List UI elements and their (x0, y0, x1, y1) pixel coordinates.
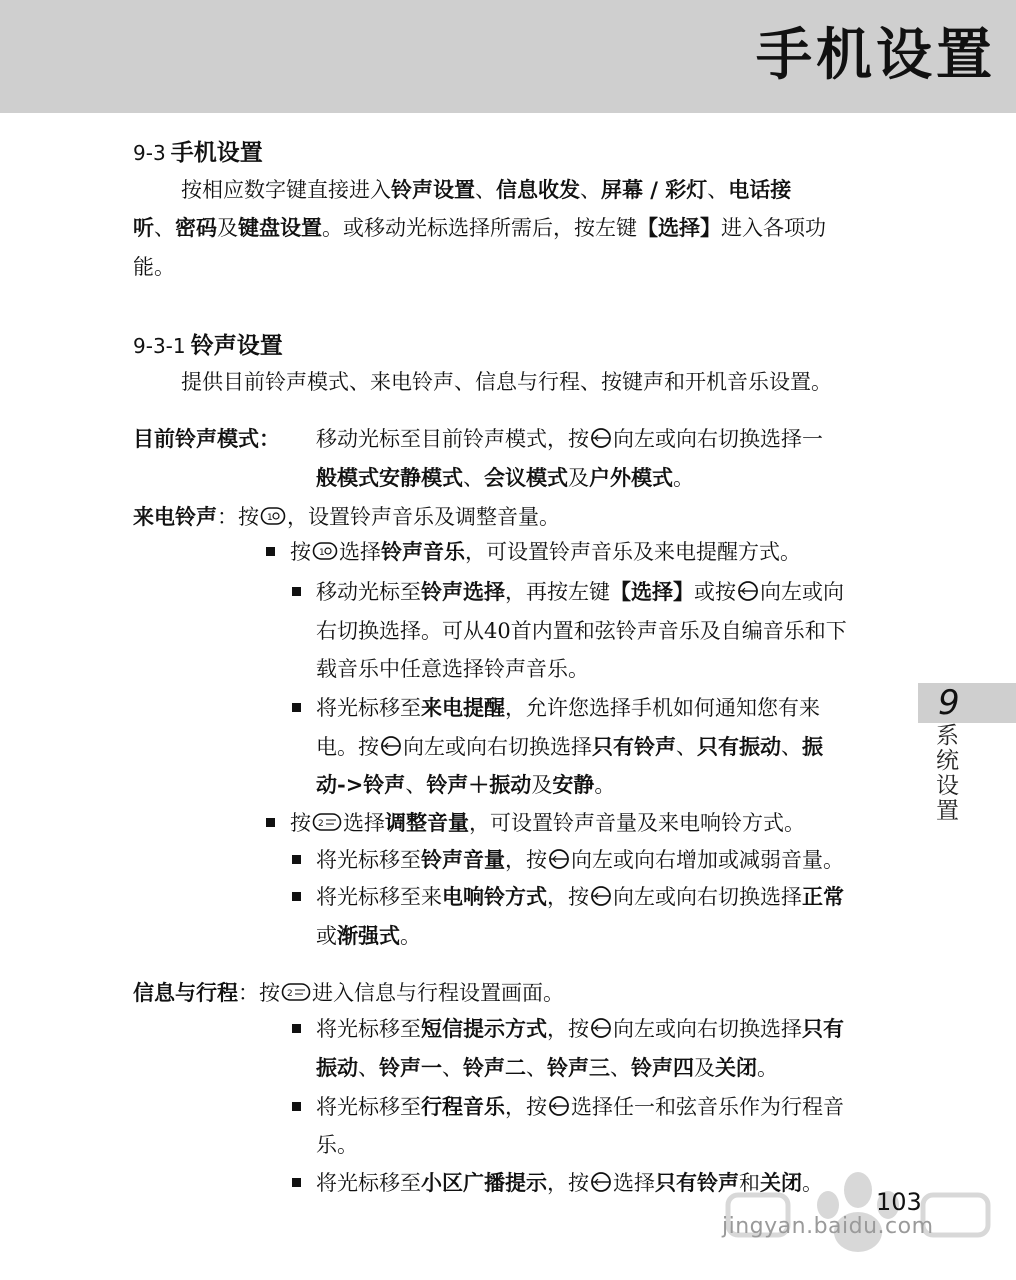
bold-term: 听 (133, 215, 154, 240)
bold-term: 铃声二 (463, 1055, 526, 1080)
navigation-key-icon (590, 427, 612, 449)
text: 进入各项功 (721, 216, 826, 240)
text: 、 (405, 773, 427, 797)
bullet-icon (292, 1178, 301, 1187)
text: 将光标移至 (316, 1017, 421, 1041)
bullet-icon (266, 547, 275, 556)
chapter-tab (918, 683, 1016, 723)
subsection-heading-number: 9-3-1 (133, 334, 186, 358)
bold-term: 铃声三 (547, 1055, 610, 1080)
bullet-icon (292, 1102, 301, 1111)
text: 向左或向右切换选择 (613, 885, 802, 909)
mode-line-2 (316, 464, 694, 492)
text: 、 (475, 178, 496, 202)
subsection-heading (133, 327, 283, 360)
bold-term: 来电提醒 (421, 695, 505, 720)
text: 、 (526, 1056, 547, 1080)
bold-term: 会议模式 (484, 465, 568, 490)
incoming-sub-3 (316, 846, 844, 874)
page-header-title: 手机设置 (756, 23, 996, 88)
text: 向左或向 (760, 580, 844, 604)
text: ，再按左键 (505, 580, 610, 604)
bold-term: 铃声音乐 (381, 539, 465, 564)
text: ，按 (547, 1171, 589, 1195)
text: 。 (802, 1171, 823, 1195)
bold-term: 铃声音量 (421, 847, 505, 872)
info-line (133, 979, 564, 1007)
incoming-sub-1-line-1 (316, 578, 844, 606)
text: 选择 (613, 1171, 655, 1195)
navigation-key-icon (380, 735, 402, 757)
info-sub-2-line-1 (316, 1093, 844, 1121)
text: 选择任一和弦音乐作为行程音 (571, 1095, 844, 1119)
text: 、 (676, 735, 697, 759)
subsection-intro: 提供目前铃声模式、来电铃声、信息与行程、按键声和开机音乐设置。 (181, 370, 832, 394)
text: ，按 (505, 1095, 547, 1119)
bullet-icon (292, 892, 301, 901)
incoming-sub-2-line-2 (316, 733, 823, 761)
bold-term: 关闭 (760, 1170, 802, 1195)
svg-text:1: 1 (267, 513, 273, 523)
text: 及 (531, 773, 553, 797)
info-sub-2-line-2: 乐。 (316, 1133, 358, 1157)
text: 将光标移至 (316, 1171, 421, 1195)
bold-term: 只有铃声 (655, 1170, 739, 1195)
bold-term: 行程音乐 (421, 1094, 505, 1119)
text: 选择 (339, 540, 381, 564)
text: ：按 (238, 981, 280, 1005)
page-number: 103 (876, 1188, 922, 1216)
text: 、 (610, 1056, 631, 1080)
watermark-logo-icon (708, 1150, 1008, 1270)
section-intro-line-3: 能。 (133, 255, 175, 279)
mode-line-1 (316, 425, 823, 453)
bold-term: 电话接 (728, 177, 792, 202)
bold-label: 目前铃声模式： (133, 426, 280, 451)
text: ，设置铃声音乐及调整音量。 (287, 505, 560, 529)
text: 及 (694, 1056, 715, 1080)
navigation-key-icon (590, 1017, 612, 1039)
text: 按 (290, 540, 311, 564)
incoming-sub-4-line-2 (316, 922, 421, 950)
navigation-key-icon (590, 1171, 612, 1193)
section-heading (133, 134, 263, 167)
text: 移动光标至目前铃声模式，按 (316, 427, 589, 451)
incoming-sub-2-line-1 (316, 694, 820, 722)
text: 将光标移至 (316, 848, 421, 872)
text: 按相应数字键直接进入 (181, 178, 391, 202)
bullet-icon (292, 1024, 301, 1033)
bold-term: 安静 (552, 772, 595, 797)
bold-term: 信息收发 (496, 177, 580, 202)
bold-term: 正常 (802, 884, 844, 909)
text: ，按 (547, 885, 589, 909)
text: 。 (594, 773, 616, 797)
incoming-item-1 (290, 538, 801, 566)
section-heading-text: 手机设置 (170, 140, 263, 166)
bold-term: 密码 (175, 215, 217, 240)
incoming-item-2 (290, 809, 805, 837)
text: 、 (358, 1056, 379, 1080)
key-1-icon (312, 540, 338, 562)
chapter-label: 系统设置 (936, 723, 959, 824)
text: 和 (739, 1171, 760, 1195)
text: 向左或向右增加或减弱音量。 (571, 848, 844, 872)
bold-term: 般模式 (316, 465, 379, 490)
text: 向左或向右切换选择 (403, 735, 592, 759)
bold-term: 安静模式 (379, 465, 463, 490)
bold-term: 屏幕 / 彩灯 (601, 177, 708, 202)
section-heading-number: 9-3 (133, 141, 166, 165)
bold-term: 关闭 (715, 1055, 757, 1080)
text: ，可设置铃声音量及来电响铃方式。 (469, 811, 805, 835)
text: ，允许您选择手机如何通知您有来 (505, 696, 820, 720)
bold-term: 只有铃声 (592, 734, 676, 759)
key-2-icon (281, 981, 311, 1003)
key-2-icon (312, 811, 342, 833)
text: 及 (217, 216, 238, 240)
bold-term: 电响铃方式 (442, 884, 547, 909)
text: ，可设置铃声音乐及来电提醒方式。 (465, 540, 801, 564)
bold-term: 铃声设置 (391, 177, 475, 202)
bold-term: 短信提示方式 (421, 1016, 547, 1041)
bold-term: 铃声＋振动 (426, 772, 532, 797)
text: 。 (400, 924, 421, 948)
text: 向左或向右切换选择一 (613, 427, 823, 451)
bullet-icon (266, 818, 275, 827)
bold-term: 只有 (802, 1016, 844, 1041)
bold-term: 【选择】 (637, 215, 721, 240)
svg-text:2: 2 (287, 989, 293, 999)
bold-term: 振 (802, 734, 823, 759)
section-intro-line-1 (181, 176, 791, 204)
incoming-sub-1-line-3: 载音乐中任意选择铃声音乐。 (316, 657, 589, 681)
bold-term: 键盘设置 (238, 215, 322, 240)
watermark-text: jingyan.baidu.com (722, 1214, 934, 1239)
bold-label: 来电铃声 (133, 504, 217, 529)
navigation-key-icon (590, 885, 612, 907)
text: 、 (580, 178, 601, 202)
text: 将光标移至 (316, 696, 421, 720)
incoming-sub-4-line-1 (316, 883, 844, 911)
text: ，按 (505, 848, 547, 872)
text: 将光标移至 (316, 1095, 421, 1119)
text: 移动光标至 (316, 580, 421, 604)
bullet-icon (292, 703, 301, 712)
text: 选择 (343, 811, 385, 835)
text: ，按 (547, 1017, 589, 1041)
svg-text:2: 2 (318, 819, 324, 829)
chapter-number: 9 (938, 683, 960, 723)
navigation-key-icon (737, 580, 759, 602)
bold-term: 调整音量 (385, 810, 469, 835)
text: 、 (154, 216, 175, 240)
bullet-icon (292, 587, 301, 596)
bold-term: 户外模式 (589, 465, 673, 490)
text: 。 (673, 466, 694, 490)
text: 进入信息与行程设置画面。 (312, 981, 564, 1005)
text: 按 (290, 811, 311, 835)
bold-term: 只有振动 (697, 734, 781, 759)
text: 。或移动光标选择所需后，按左键 (322, 216, 637, 240)
bold-term: 振动 (316, 1055, 358, 1080)
info-sub-1-line-1 (316, 1015, 844, 1043)
bold-term: 【选择】 (610, 579, 694, 604)
text: 将光标移至来 (316, 885, 442, 909)
bullet-icon (292, 855, 301, 864)
bold-label: 信息与行程 (133, 980, 238, 1005)
text: 或按 (694, 580, 736, 604)
info-sub-1-line-2 (316, 1054, 778, 1082)
incoming-sub-2-line-3 (316, 771, 615, 799)
navigation-key-icon (548, 848, 570, 870)
text: ：按 (217, 505, 259, 529)
bold-term: 铃声四 (631, 1055, 694, 1080)
mode-label (133, 425, 280, 453)
subsection-heading-text: 铃声设置 (190, 333, 283, 359)
text: 、 (463, 466, 484, 490)
text: 电。按 (316, 735, 379, 759)
incoming-line (133, 503, 560, 531)
navigation-key-icon (548, 1095, 570, 1117)
key-1-icon (260, 505, 286, 527)
text: 、 (707, 178, 729, 202)
section-intro-line-2 (133, 214, 826, 242)
text: 。 (757, 1056, 778, 1080)
text: 、 (781, 735, 802, 759)
text: 及 (568, 466, 589, 490)
bold-term: 铃声一 (379, 1055, 442, 1080)
text: 或 (316, 924, 337, 948)
bold-term: 动->铃声 (316, 772, 406, 797)
incoming-sub-1-line-2: 右切换选择。可从40首内置和弦铃声音乐及自编音乐和下 (316, 619, 847, 643)
bold-term: 渐强式 (337, 923, 400, 948)
text: 向左或向右切换选择 (613, 1017, 802, 1041)
bold-term: 铃声选择 (421, 579, 505, 604)
text: 、 (442, 1056, 463, 1080)
bold-term: 小区广播提示 (421, 1170, 547, 1195)
svg-text:1: 1 (319, 548, 325, 558)
